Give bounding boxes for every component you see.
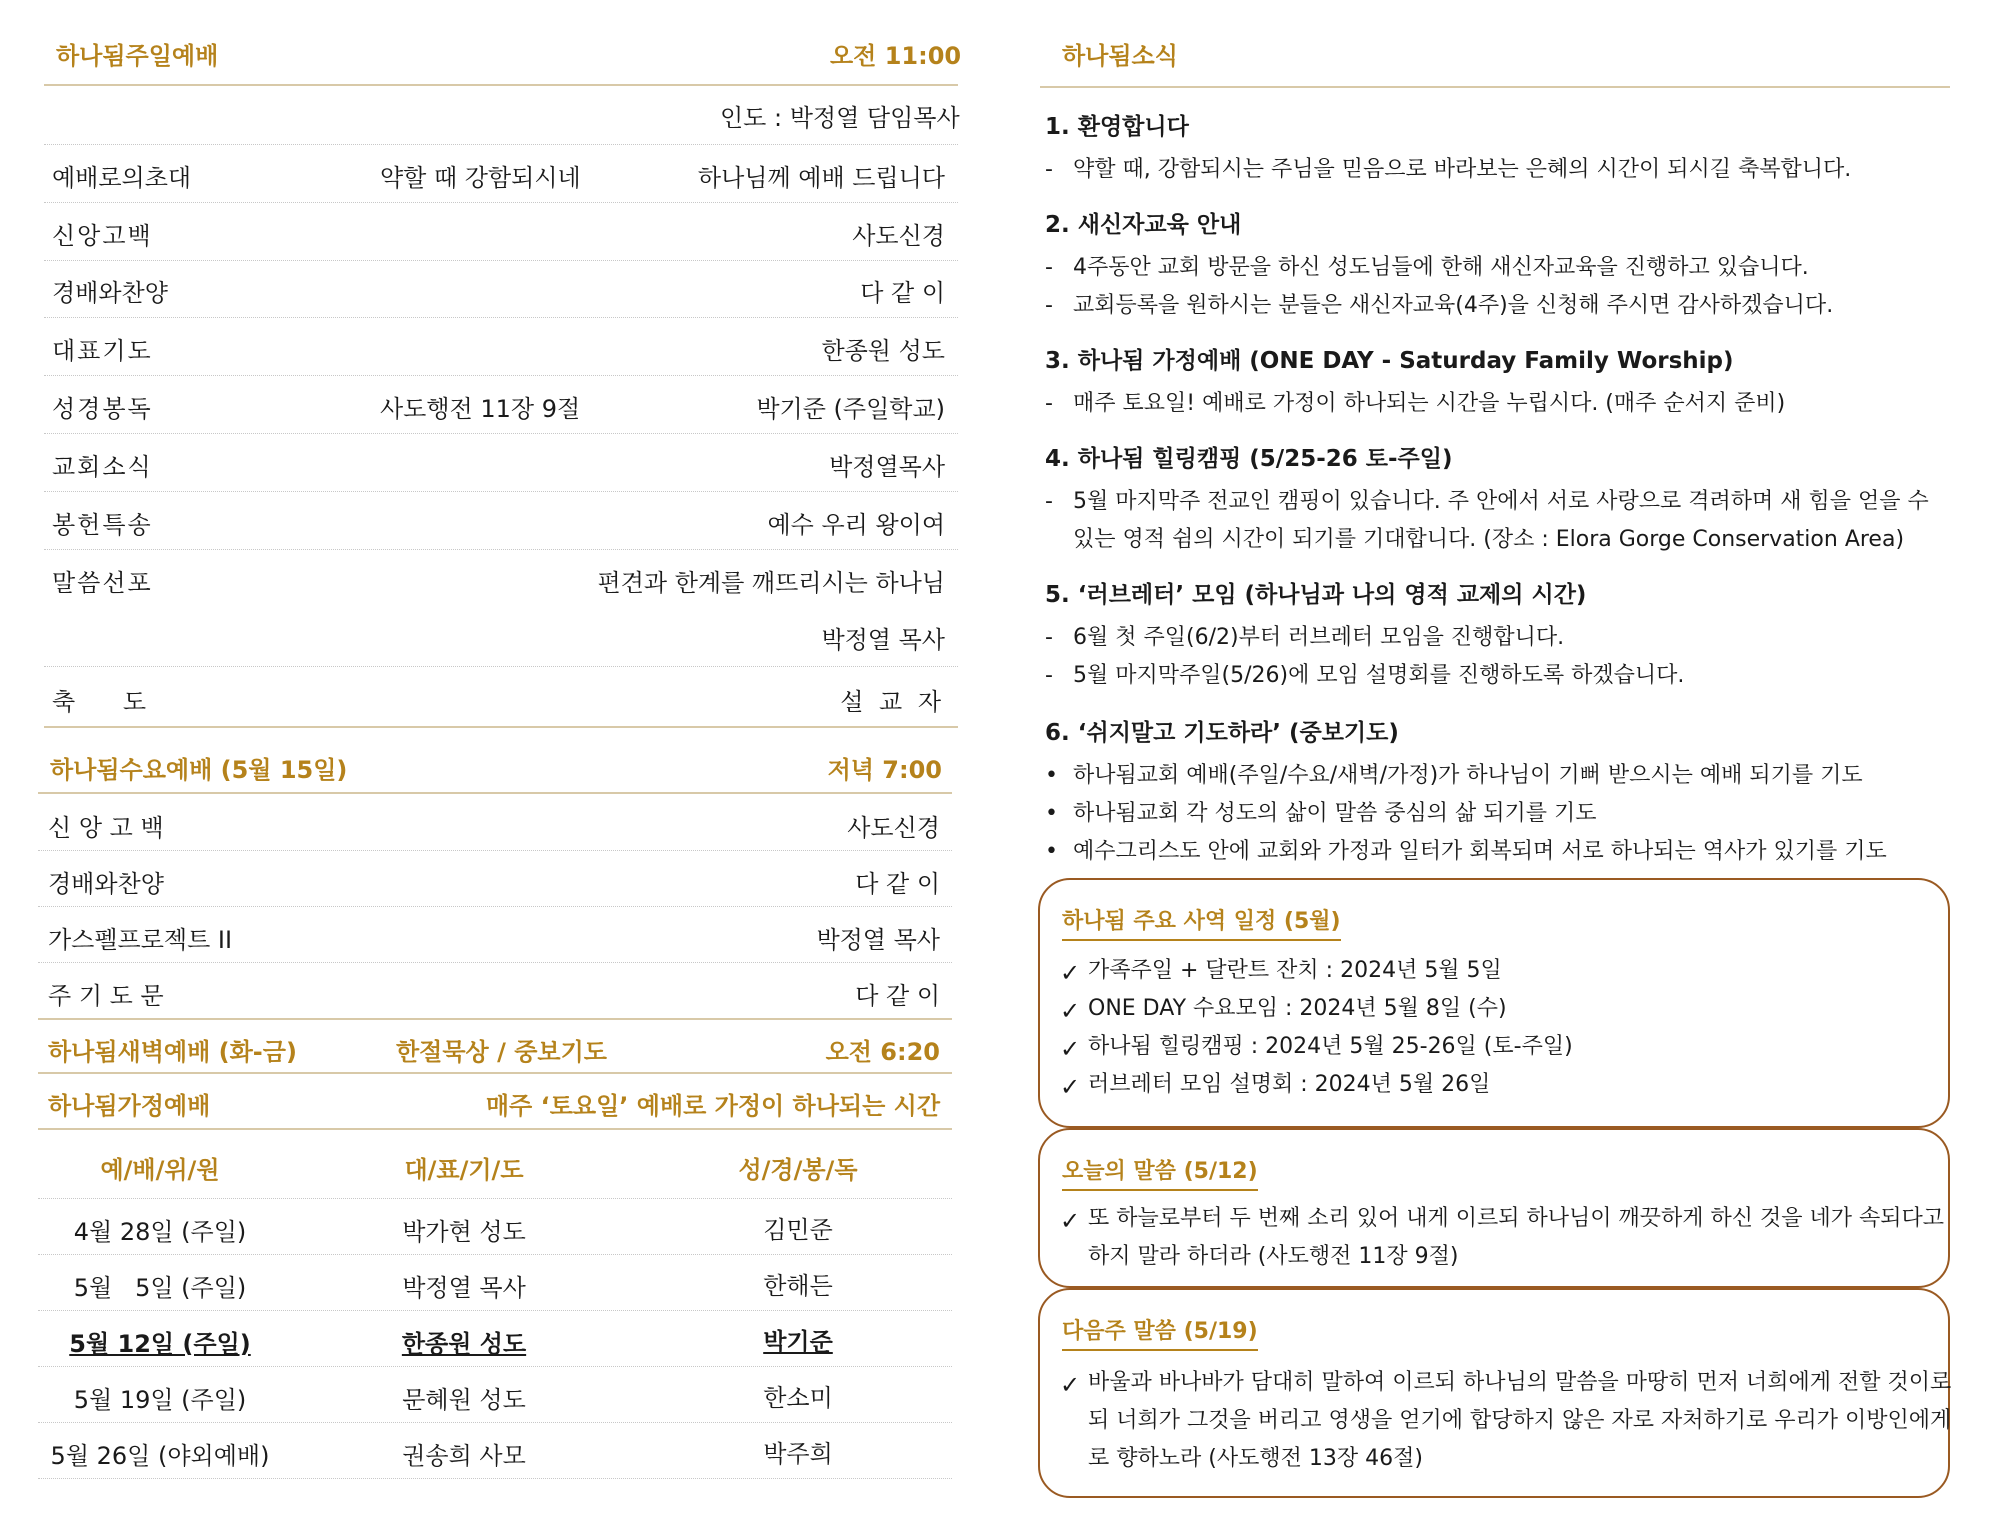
dash-mark: - [1045, 255, 1053, 280]
divider [44, 433, 958, 434]
divider [44, 260, 958, 261]
check-icon: ✓ [1060, 959, 1081, 987]
roster-date: 5월 19일 (주일) [73, 1386, 247, 1414]
news-line: - 6월 첫 주일(6/2)부터 러브레터 모임을 진행합니다. [1045, 619, 1945, 657]
roster-prayer: 문혜원 성도 [402, 1386, 526, 1414]
check-icon: ✓ [1060, 1207, 1081, 1235]
next-word-box [1038, 1288, 1950, 1498]
news-item [1045, 342, 1945, 423]
order-label: 말씀선포 [52, 569, 153, 597]
today-word-title: 오늘의 말씀 (5/12) [1062, 1154, 1258, 1191]
dash-mark: - [1045, 663, 1053, 688]
sunday-service-time: 오전 11:00 [830, 42, 962, 70]
family-service-title: 하나됨가정예배 [48, 1092, 211, 1120]
order-person: 박기준 (주일학교) [756, 395, 945, 423]
check-icon: ✓ [1060, 997, 1081, 1025]
order-detail: 약할 때 강함되시네 [380, 164, 581, 192]
divider [44, 375, 958, 376]
next-word-title: 다음주 말씀 (5/19) [1062, 1314, 1258, 1351]
order-person: 박정열목사 [829, 453, 945, 481]
news-item [1045, 576, 1945, 695]
order-person: 예수 우리 왕이여 [767, 511, 945, 539]
check-icon: ✓ [1060, 1073, 1081, 1101]
divider [38, 1198, 952, 1199]
divider [38, 1366, 952, 1367]
news-item [1045, 440, 1945, 559]
news-line: • 하나됨교회 각 성도의 삶이 말씀 중심의 삶 되기를 기도 [1045, 795, 1945, 833]
bullet-mark: • [1045, 763, 1058, 788]
roster-reading: 한해든 [763, 1272, 833, 1300]
news-item-title: 1. 환영합니다 [1045, 114, 1189, 140]
order-label: 경배와찬양 [52, 279, 168, 307]
order-person: 한종원 성도 [821, 337, 945, 365]
dawn-service-time: 오전 6:20 [825, 1038, 940, 1066]
divider [38, 1478, 952, 1479]
roster-reading: 한소미 [763, 1384, 833, 1412]
sunday-leader: 인도 : 박정열 담임목사 [720, 104, 960, 132]
order-person: 다 같 이 [860, 279, 945, 307]
roster-reading-current: 박기준 [763, 1328, 833, 1356]
divider [44, 726, 958, 728]
order-label: 주 기 도 문 [48, 982, 164, 1010]
roster-prayer: 권송희 사모 [402, 1442, 526, 1470]
news-item [1045, 206, 1945, 325]
news-line: • 하나됨교회 예배(주일/수요/새벽/가정)가 하나님이 기뻐 받으시는 예배 되기를 기도 [1045, 757, 1945, 795]
order-person: 사도신경 [847, 814, 940, 842]
divider [38, 1422, 952, 1423]
bullet-mark: • [1045, 839, 1058, 864]
order-label: 예배로의초대 [52, 164, 192, 192]
divider [44, 666, 958, 667]
dash-mark: - [1045, 157, 1053, 182]
verse-line: ✓ 또 하늘로부터 두 번째 소리 있어 내게 이르되 하나님이 깨끗하게 하신 것을 네가 속되다고 [1060, 1200, 1944, 1238]
roster-prayer-current: 한종원 성도 [401, 1330, 527, 1358]
divider [1040, 86, 1950, 88]
ministry-schedule-box [1038, 878, 1950, 1128]
news-line: - 5월 마지막주일(5/26)에 모임 설명회를 진행하도록 하겠습니다. [1045, 657, 1945, 695]
divider [44, 491, 958, 492]
roster-header: 대/표/기/도 [404, 1156, 524, 1184]
order-label: 교회소식 [52, 453, 153, 481]
divider [38, 1310, 952, 1311]
order-label: 신 앙 고 백 [48, 814, 164, 842]
divider [44, 144, 958, 145]
order-person: 박정열 목사 [816, 926, 940, 954]
family-service-desc: 매주 ‘토요일’ 예배로 가정이 하나되는 시간 [485, 1092, 940, 1120]
verse-line: ✓ 바울과 바나바가 담대히 말하여 이르되 하나님의 말씀을 마땅히 먼저 너희에게 전할 것이로 [1060, 1364, 1951, 1402]
dash-mark: - [1045, 625, 1053, 650]
ministry-item: ✓ ONE DAY 수요모임 : 2024년 5월 8일 (수) [1060, 990, 1507, 1028]
roster-date: 5월 26일 (야외예배) [50, 1442, 270, 1470]
news-line: 있는 영적 쉼의 시간이 되기를 기대합니다. (장소 : Elora Gorge Conservation Area) [1073, 527, 1905, 552]
order-label: 성경봉독 [52, 395, 153, 423]
ministry-item: ✓ 가족주일 + 달란트 잔치 : 2024년 5월 5일 [1060, 952, 1502, 990]
today-word-box [1038, 1128, 1950, 1288]
divider [38, 962, 952, 963]
order-label: 봉헌특송 [52, 511, 153, 539]
dash-mark: - [1045, 391, 1053, 416]
news-item-title: 4. 하나됨 힐링캠핑 (5/25-26 토-주일) [1045, 446, 1453, 472]
dash-mark: - [1045, 293, 1053, 318]
divider [38, 792, 952, 794]
verse-line: 하지 말라 하더라 (사도행전 11장 9절) [1088, 1244, 1459, 1269]
news-title: 하나됨소식 [1062, 42, 1178, 70]
divider [38, 1254, 952, 1255]
roster-prayer: 박가현 성도 [402, 1218, 526, 1246]
order-person: 다 같 이 [855, 870, 940, 898]
check-icon: ✓ [1060, 1371, 1081, 1399]
news-item-title: 5. ‘러브레터’ 모임 (하나님과 나의 영적 교제의 시간) [1045, 582, 1587, 608]
news-line: - 매주 토요일! 예배로 가정이 하나되는 시간을 누립시다. (매주 순서지 준비) [1045, 385, 1945, 423]
sermon-title: 편견과 한계를 깨뜨리시는 하나님 [597, 569, 945, 597]
divider [38, 906, 952, 907]
sunday-service-title: 하나됨주일예배 [56, 42, 219, 70]
roster-date: 4월 28일 (주일) [73, 1218, 247, 1246]
news-line: - 교회등록을 원하시는 분들은 새신자교육(4주)을 신청해 주시면 감사하겠습니다. [1045, 287, 1945, 325]
news-line: - 4주동안 교회 방문을 하신 성도님들에 한해 새신자교육을 진행하고 있습니다. [1045, 249, 1945, 287]
news-item [1045, 714, 1945, 871]
divider [38, 1018, 952, 1020]
order-person: 사도신경 [852, 222, 945, 250]
roster-prayer: 박정열 목사 [402, 1274, 526, 1302]
verse-line: 로 향하노라 (사도행전 13장 46절) [1088, 1446, 1423, 1471]
roster-date: 5월 5일 (주일) [73, 1274, 247, 1302]
roster-header: 성/경/봉/독 [738, 1156, 858, 1184]
wednesday-service-time: 저녁 7:00 [827, 756, 942, 784]
ministry-schedule-title: 하나됨 주요 사역 일정 (5월) [1062, 904, 1341, 941]
benediction-person: 설 교 자 [840, 688, 945, 716]
news-line: - 약할 때, 강함되시는 주님을 믿음으로 바라보는 은혜의 시간이 되시길 축복합니다. [1045, 151, 1945, 189]
dash-mark: - [1045, 489, 1053, 514]
order-label: 경배와찬양 [48, 870, 164, 898]
roster-reading: 김민준 [763, 1216, 833, 1244]
news-item-title: 6. ‘쉬지말고 기도하라’ (중보기도) [1045, 720, 1399, 746]
roster-date-current: 5월 12일 (주일) [69, 1330, 251, 1358]
dawn-service-title: 하나됨새벽예배 (화-금) [48, 1038, 297, 1066]
divider [44, 317, 958, 318]
divider [38, 1128, 952, 1130]
sermon-speaker: 박정열 목사 [821, 626, 945, 654]
news-line: - 5월 마지막주 전교인 캠핑이 있습니다. 주 안에서 서로 사랑으로 격려하며 새 힘을 얻을 수 [1045, 483, 1945, 521]
divider [38, 1072, 952, 1074]
divider [38, 850, 952, 851]
news-line: • 예수그리스도 안에 교회와 가정과 일터가 회복되며 서로 하나되는 역사가 있기를 기도 [1045, 833, 1945, 871]
order-label: 대표기도 [52, 337, 153, 365]
order-label: 가스펠프로젝트 II [48, 926, 233, 954]
ministry-item: ✓ 하나됨 힐링캠핑 : 2024년 5월 25-26일 (토-주일) [1060, 1028, 1573, 1066]
divider [44, 84, 958, 86]
order-person: 하나님께 예배 드립니다 [697, 164, 945, 192]
news-item-title: 3. 하나됨 가정예배 (ONE DAY - Saturday Family Worship) [1045, 348, 1734, 374]
news-item-title: 2. 새신자교육 안내 [1045, 212, 1242, 238]
order-detail: 사도행전 11장 9절 [380, 395, 581, 423]
order-person: 다 같 이 [855, 982, 940, 1010]
ministry-item: ✓ 러브레터 모임 설명회 : 2024년 5월 26일 [1060, 1066, 1490, 1104]
news-item [1045, 108, 1945, 189]
divider [44, 549, 958, 550]
roster-reading: 박주희 [763, 1440, 833, 1468]
bullet-mark: • [1045, 801, 1058, 826]
verse-line: 되 너희가 그것을 버리고 영생을 얻기에 합당하지 않은 자로 자처하기로 우리가 이방인에게 [1088, 1408, 1952, 1433]
benediction-label: 축 도 [52, 688, 146, 716]
dawn-service-detail: 한절묵상 / 중보기도 [396, 1038, 607, 1066]
order-label: 신앙고백 [52, 222, 153, 250]
divider [44, 202, 958, 203]
roster-header: 예/배/위/원 [100, 1156, 220, 1184]
wednesday-service-title: 하나됨수요예배 (5월 15일) [50, 756, 348, 784]
check-icon: ✓ [1060, 1035, 1081, 1063]
